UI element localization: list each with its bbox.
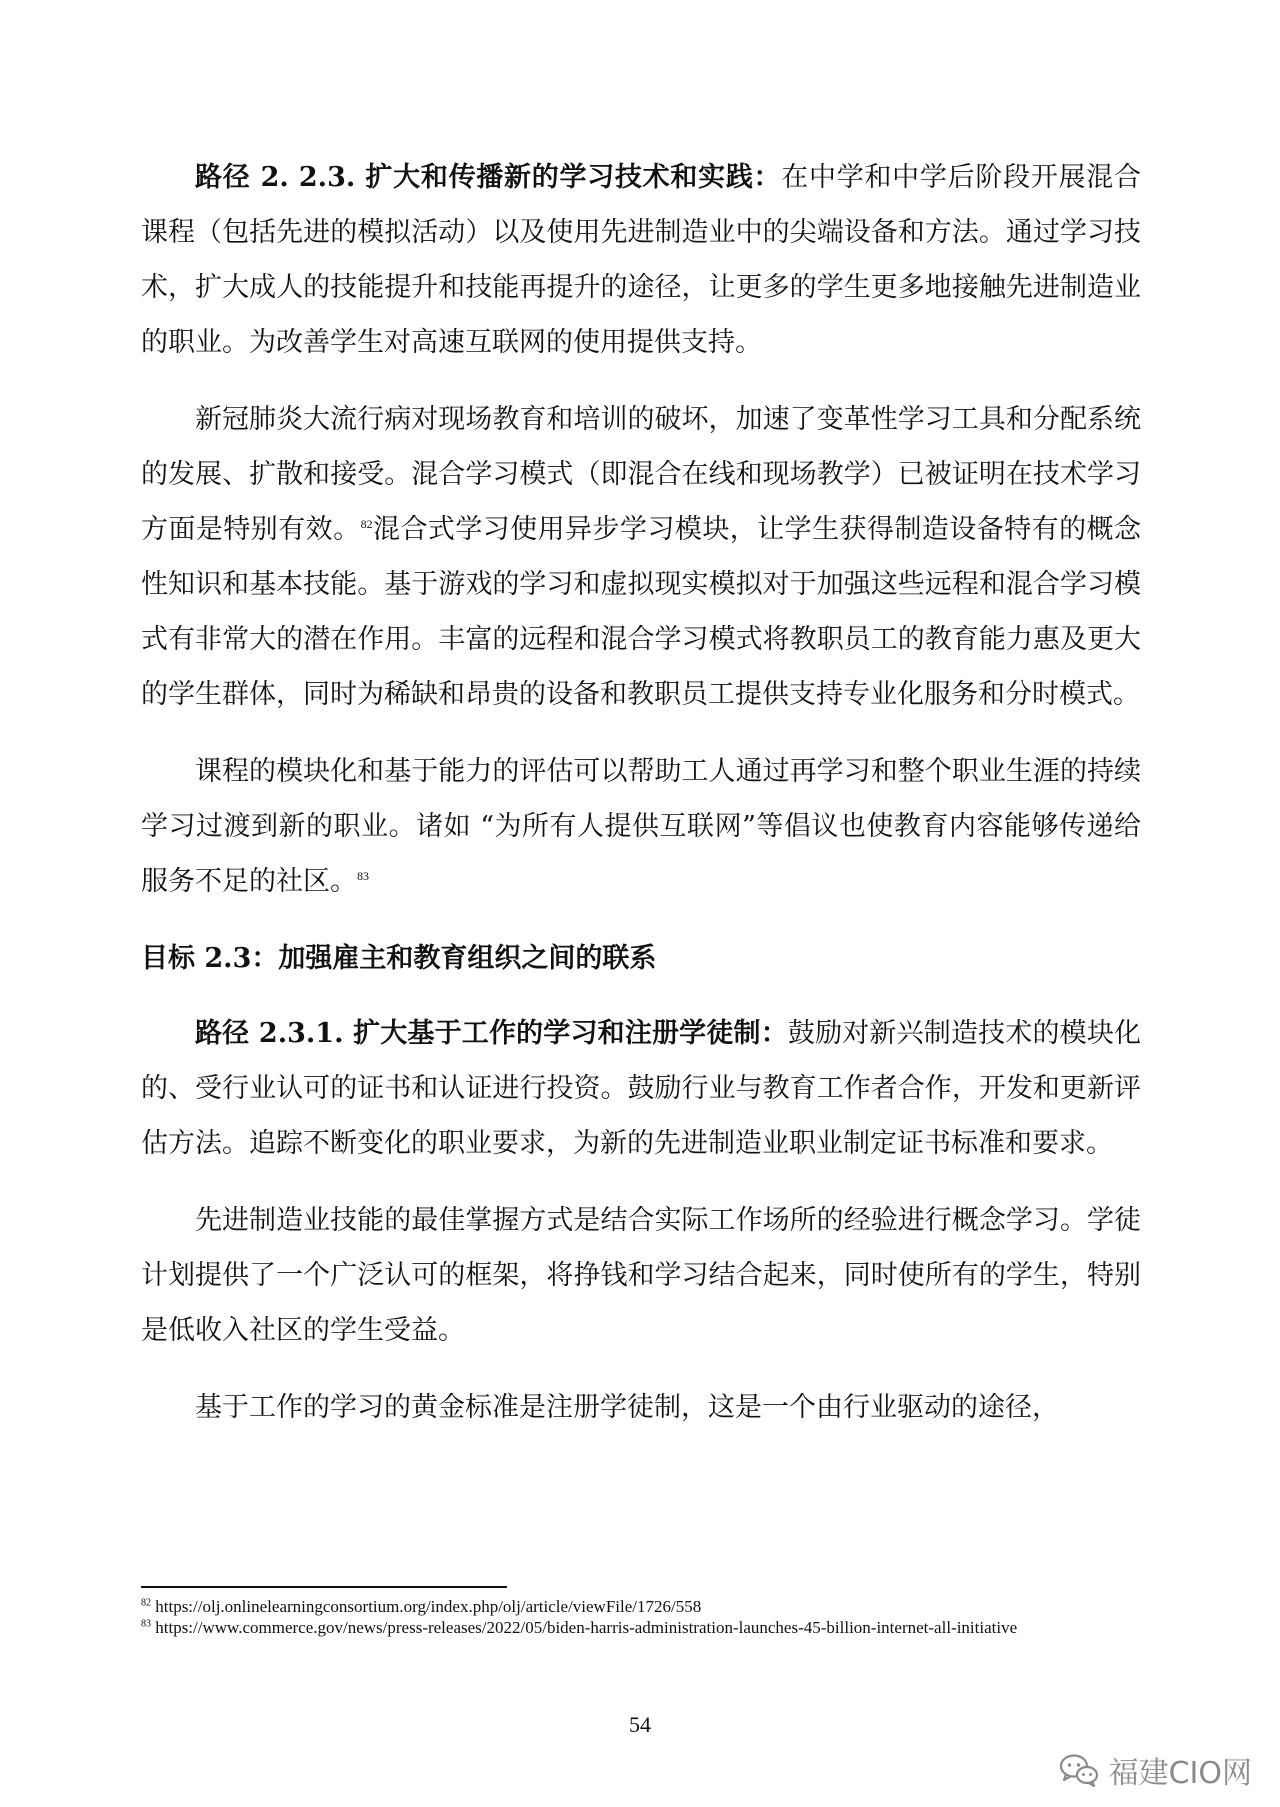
wechat-icon [1059, 1753, 1099, 1787]
footnote-83 [141, 1617, 1141, 1638]
paragraph-path-2-2-3 [141, 150, 1141, 370]
watermark-text: 福建CIO网 [1108, 1756, 1252, 1791]
paragraph-text: 在中学和中学后阶段开展混合课程（包括先进的模拟活动）以及使用先进制造业中的尖端设备和方法。通过学习技术，扩大成人的技能提升和技能再提升的途径，让更多的学生更多地接触先进制造业的职业。为改善学生对高速互联网的使用提供支持。 [141, 162, 1141, 358]
paragraph-text: 鼓励对新兴制造技术的模块化的、受行业认可的证书和认证进行投资。鼓励行业与教育工作者合作，开发和更新评估方法。追踪不断变化的职业要求，为新的先进制造业职业制定证书标准和要求。 [141, 1018, 1142, 1159]
page-number: 54 [629, 1712, 651, 1737]
paragraph-gold-standard: 基于工作的学习的黄金标准是注册学徒制，这是一个由行业驱动的途径， [195, 1392, 1059, 1423]
footnote-link[interactable]: https://www.commerce.gov/news/press-releases/2022/05/biden-harris-administration-launches-45-billion-internet-all-initiative [155, 1618, 1018, 1637]
paragraph-skills: 先进制造业技能的最佳掌握方式是结合实际工作场所的经验进行概念学习。学徒计划提供了一个广泛认可的框架，将挣钱和学习结合起来，同时使所有的学生，特别是低收入社区的学生受益。 [141, 1205, 1141, 1346]
footnote-82 [141, 1596, 1141, 1617]
watermark [1059, 1748, 1252, 1792]
section-heading-goal-2-3: 目标 2.3：加强雇主和教育组织之间的联系 [141, 943, 657, 974]
footnote-divider [141, 1586, 507, 1588]
paragraph-pandemic [141, 392, 1141, 722]
footnote-number: 83 [141, 1618, 151, 1630]
footnote-link[interactable]: https://olj.onlinelearningconsortium.org/index.php/olj/article/viewFile/1726/558 [155, 1597, 702, 1616]
path-heading: 路径 2. 2.3. 扩大和传播新的学习技术和实践： [195, 162, 782, 193]
footnote-ref[interactable]: 83 [357, 869, 369, 883]
paragraph-text: 混合式学习使用异步学习模块，让学生获得制造设备特有的概念性知识和基本技能。基于游戏的学习和虚拟现实模拟对于加强这些远程和混合学习模式有非常大的潜在作用。丰富的远程和混合学习模式将教职员工的教育能力惠及更大的学生群体，同时为稀缺和昂贵的设备和教职员工提供支持专业化服务和分时模式。 [141, 514, 1142, 710]
footnote-number: 82 [141, 1597, 151, 1609]
paragraph-text: 课程的模块化和基于能力的评估可以帮助工人通过再学习和整个职业生涯的持续学习过渡到新的职业。诸如 “为所有人提供互联网”等倡议也使教育内容能够传递给服务不足的社区。 [141, 756, 1141, 897]
footnotes [141, 1596, 1141, 1638]
document-body [141, 150, 1141, 1457]
paragraph-path-2-3-1 [141, 1006, 1141, 1171]
path-heading: 路径 2.3.1. 扩大基于工作的学习和注册学徒制： [195, 1018, 788, 1049]
paragraph-modular-courses [141, 744, 1141, 909]
paragraph-text: 新冠肺炎大流行病对现场教育和培训的破坏，加速了变革性学习工具和分配系统的发展、扩散和接受。混合学习模式（即混合在线和现场教学）已被证明在技术学习方面是特别有效。 [141, 404, 1141, 545]
footnote-ref[interactable]: 82 [360, 517, 373, 531]
